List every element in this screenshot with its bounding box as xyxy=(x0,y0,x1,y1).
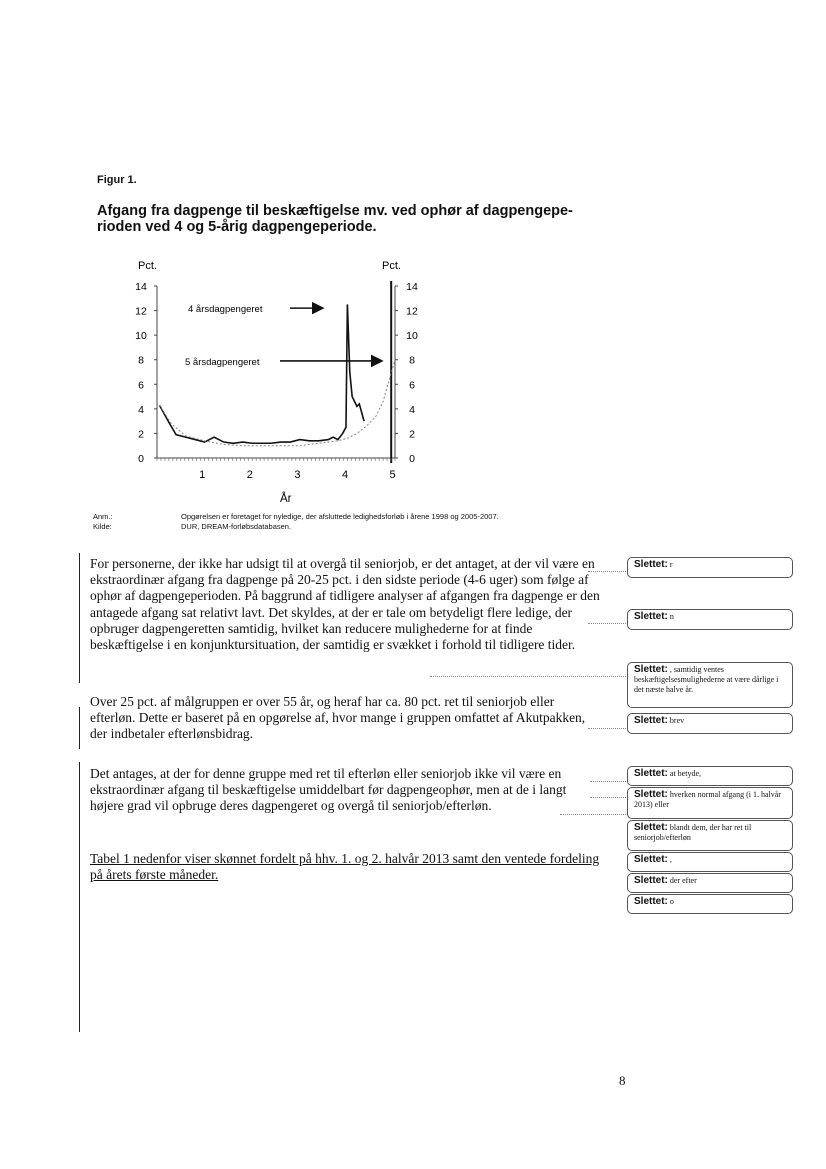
note-text-kilde: DUR, DREAM-forløbsdatabasen. xyxy=(181,522,292,531)
comment-balloon[interactable] xyxy=(627,609,793,630)
comment-label: Slettet: xyxy=(634,822,668,833)
y-tick-label-left: 4 xyxy=(138,403,144,416)
comment-balloon[interactable] xyxy=(627,852,793,872)
comment-text: , samtidig ventes beskæftigelsesmulighederne at være dårlige i det næste halve år. xyxy=(634,665,779,694)
comment-balloon[interactable] xyxy=(627,557,793,578)
series-line-1 xyxy=(159,304,364,443)
comment-label: Slettet: xyxy=(634,789,668,800)
comment-label: Slettet: xyxy=(634,664,668,675)
annotation-4-year: 4 årsdagpengeret xyxy=(188,304,263,316)
comment-connector xyxy=(590,797,628,798)
comment-balloon[interactable] xyxy=(627,894,793,914)
comment-balloon[interactable] xyxy=(627,766,793,786)
comment-text: o xyxy=(669,897,674,906)
change-bar xyxy=(79,762,80,1032)
comment-balloon[interactable] xyxy=(627,820,793,851)
paragraph-4-text: Tabel 1 nedenfor viser skønnet fordelt på hhv. 1. og 2. halvår 2013 samt den ventede fordeling på årets første måneder. xyxy=(90,851,600,883)
comment-label: Slettet: xyxy=(634,611,668,622)
y-tick-label-left: 14 xyxy=(135,281,147,293)
comment-balloon[interactable] xyxy=(627,873,793,893)
comment-text: r xyxy=(669,560,673,569)
chart-annotations xyxy=(185,304,382,368)
x-tick-label: 2 xyxy=(246,469,253,481)
comment-label: Slettet: xyxy=(634,715,668,726)
comment-connector xyxy=(588,571,628,572)
comment-text: at betyde, xyxy=(669,769,702,778)
figure-notes xyxy=(93,512,499,532)
comment-connector xyxy=(588,728,628,729)
chart-series xyxy=(159,304,395,445)
y-tick-label-left: 2 xyxy=(138,428,144,441)
note-key-kilde: Kilde: xyxy=(93,522,112,531)
comment-connector xyxy=(588,623,628,624)
figure-title: Afgang fra dagpenge til beskæftigelse mv. ved ophør af dagpengepe-rioden ved 4 og 5-årig dagpengeperiode. xyxy=(97,203,573,235)
y-tick-label-right: 8 xyxy=(409,354,415,367)
y-tick-label-right: 14 xyxy=(406,281,418,293)
comment-label: Slettet: xyxy=(634,768,668,779)
comment-text: blandt dem, der har ret til seniorjob/efterløn xyxy=(634,823,752,842)
annotation-5-year: 5 årsdagpengeret xyxy=(185,356,260,368)
y-axis-label-right: Pct. xyxy=(382,260,401,272)
comment-connector xyxy=(430,676,628,677)
figure-label: Figur 1. xyxy=(97,174,137,186)
x-axis-label: År xyxy=(280,493,292,505)
paragraph-4 xyxy=(90,851,602,883)
y-tick-label-right: 0 xyxy=(409,453,415,465)
y-tick-label-right: 10 xyxy=(406,330,418,343)
x-tick-label: 3 xyxy=(294,469,301,481)
line-chart xyxy=(120,250,450,512)
y-tick-label-right: 4 xyxy=(409,403,415,416)
y-tick-label-right: 2 xyxy=(409,428,415,441)
comment-text: , xyxy=(669,855,672,864)
y-axis-label-left: Pct. xyxy=(138,260,157,272)
comment-balloon[interactable] xyxy=(627,713,793,734)
y-tick-label-right: 6 xyxy=(409,379,415,392)
comment-connector xyxy=(560,814,628,815)
page-number: 8 xyxy=(619,1073,626,1088)
note-key-anm: Anm.: xyxy=(93,512,113,521)
change-bar xyxy=(79,707,80,749)
comment-label: Slettet: xyxy=(634,559,668,570)
comment-balloon[interactable] xyxy=(627,787,793,819)
comment-text: n xyxy=(669,612,674,621)
y-tick-label-left: 6 xyxy=(138,379,144,392)
chart-ticks xyxy=(135,281,418,481)
comment-text: hverken normal afgang (i 1. halvår 2013) eller xyxy=(634,790,781,809)
paragraph-2: Over 25 pct. af målgruppen er over 55 år, og heraf har ca. 80 pct. ret til seniorjob eller efterløn. Dette er baseret på en opgørelse af, hvor mange i gruppen omfattet af Akutpakken, der indbetaler efterlønsbidrag. xyxy=(90,694,586,742)
y-tick-label-left: 12 xyxy=(135,305,147,318)
comment-text: der efter xyxy=(669,876,697,885)
note-text-anm: Opgørelsen er foretaget for nyledige, der afsluttede ledighedsforløb i årene 1998 og 2005-2007. xyxy=(181,512,499,521)
comment-label: Slettet: xyxy=(634,875,668,886)
y-tick-label-right: 12 xyxy=(406,305,418,318)
change-bar xyxy=(79,553,80,683)
paragraph-3: Det antages, at der for denne gruppe med ret til efterløn eller seniorjob ikke vil være en ekstraordinær afgang til beskæftigelse umiddelbart før dagpengeophør, men at de i langt højere grad vil opbruge deres dagpengeret og overgå til seniorjob/efterløn. xyxy=(90,766,567,814)
paragraph-1: For personerne, der ikke har udsigt til at overgå til seniorjob, er det antaget, at der vil være en ekstraordinær afgang fra dagpenge på 20-25 pct. i den sidste periode (4-6 uger) som følge af ophør af dagpengeperioden. På baggrund af tidligere analyser af afgangen fra dagpenge er den antagede afgang sat relativt lavt. Det skyldes, at der er tale om betydeligt flere ledige, der opbruger dagpengeretten samtidig, hvilket kan reducere mulighederne for at finde beskæftigelse i en konjunktursituation, der samtidig er svækket i forhold til tidligere tider. xyxy=(90,556,600,653)
comment-label: Slettet: xyxy=(634,854,668,865)
y-tick-label-left: 8 xyxy=(138,354,144,367)
x-tick-label: 1 xyxy=(199,469,206,481)
y-tick-label-left: 0 xyxy=(138,453,144,465)
comment-label: Slettet: xyxy=(634,896,668,907)
y-tick-label-left: 10 xyxy=(135,330,147,343)
comment-text: brev xyxy=(669,716,685,725)
x-tick-label: 4 xyxy=(341,469,349,481)
comment-balloon[interactable] xyxy=(627,662,793,708)
x-tick-label: 5 xyxy=(389,469,396,481)
comment-connector xyxy=(590,781,628,782)
